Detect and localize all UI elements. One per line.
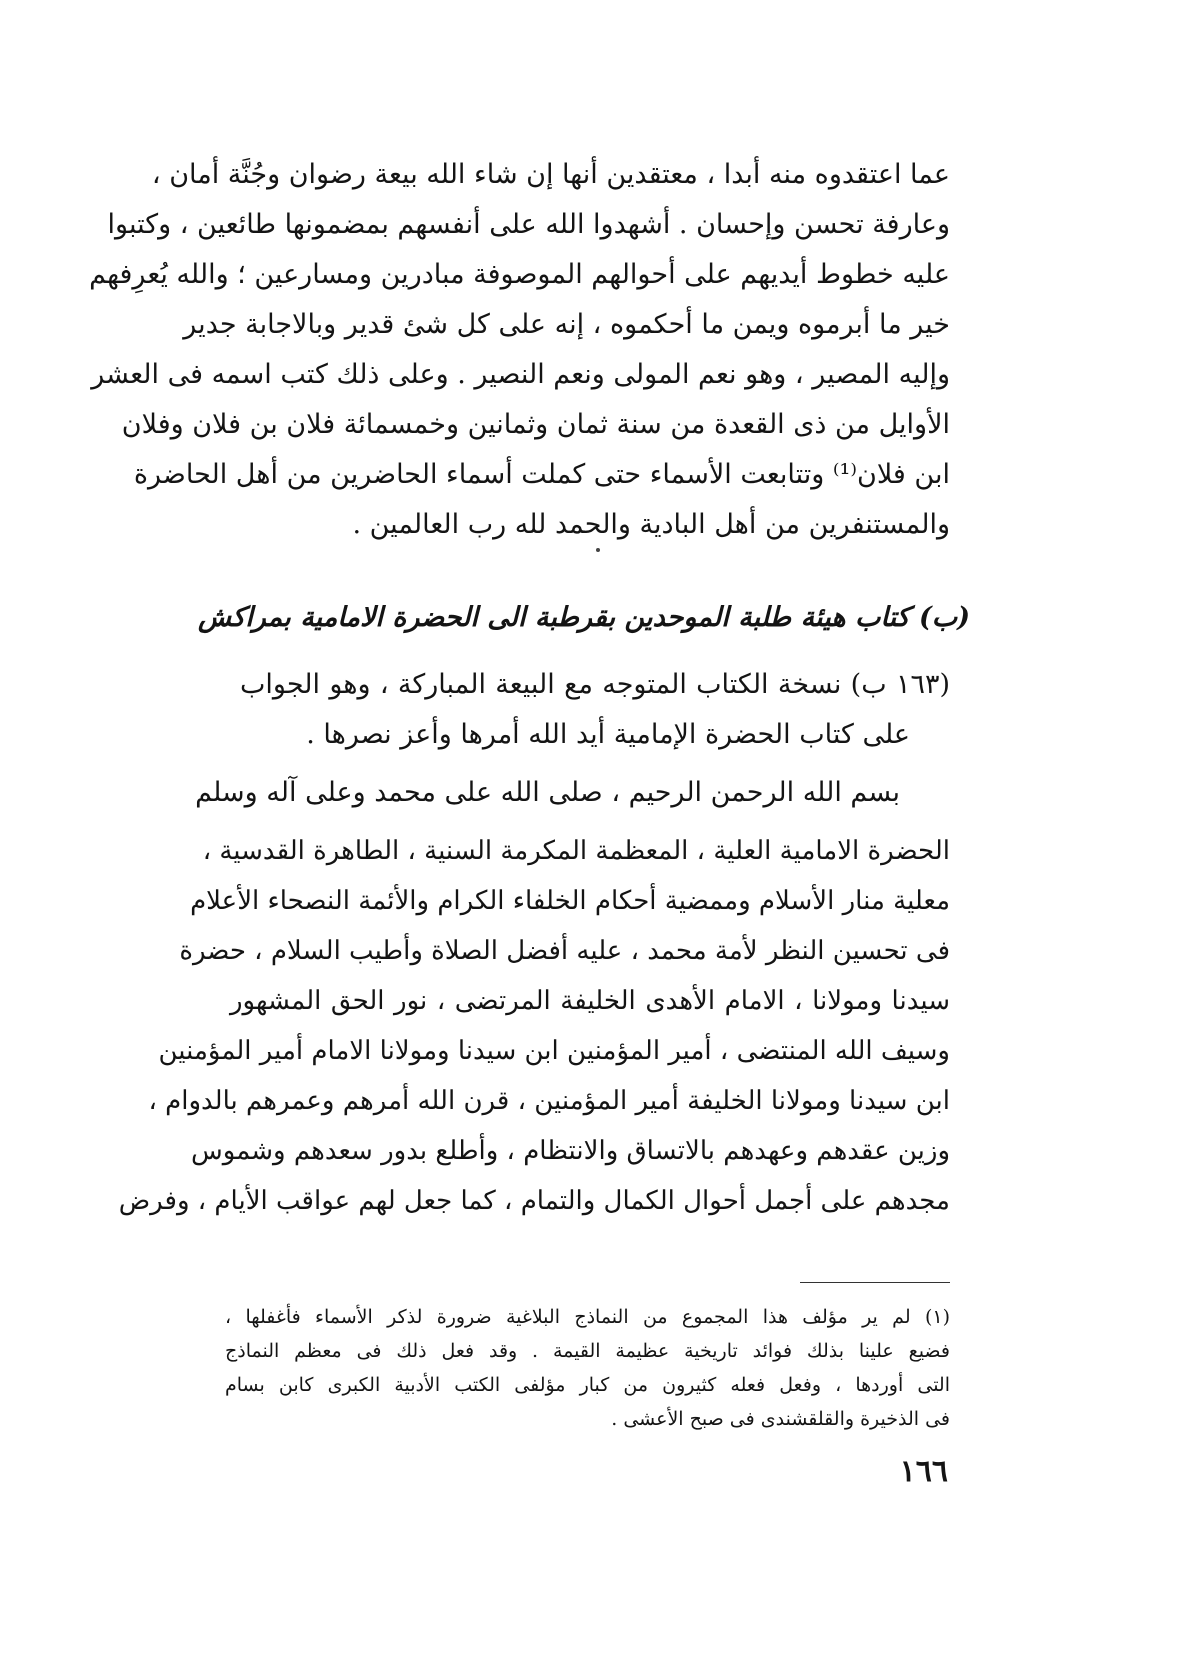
page-number: ١٦٦: [899, 1454, 948, 1489]
intro-line: على كتاب الحضرة الإمامية أيد الله أمرها وأعز نصرها .: [306, 719, 910, 750]
body-paragraph-line: الحضرة الامامية العلية ، المعظمة المكرمة السنية ، الطاهرة القدسية ،: [202, 836, 950, 866]
body-paragraph-line: مجدهم على أجمل أحوال الكمال والتمام ، كما جعل لهم عواقب الأيام ، وفرض: [118, 1186, 950, 1216]
body-paragraph-line: معلية منار الأسلام وممضية أحكام الخلفاء الكرام والأئمة النصحاء الأعلام: [190, 886, 950, 916]
body-paragraph-line: وزين عقدهم وعهدهم بالاتساق والانتظام ، وأطلع بدور سعدهم وشموس: [191, 1136, 950, 1166]
top-paragraph-line: والمستنفرين من أهل البادية والحمد لله رب العالمين .: [352, 509, 950, 540]
footnote-line: فضيع علينا بذلك فوائد تاريخية عظيمة القيمة . وقد فعل ذلك فى معظم النماذج: [225, 1340, 950, 1362]
top-paragraph-line: الأوايل من ذى القعدة من سنة ثمان وثمانين وخمسمائة فلان بن فلان وفلان: [121, 409, 950, 440]
section-heading: (ب) كتاب هيئة طلبة الموحدين بقرطبة الى الحضرة الامامية بمراكش: [198, 602, 970, 633]
footnote-line: فى الذخيرة والقلقشندى فى صبح الأعشى .: [611, 1408, 950, 1430]
body-paragraph-line: فى تحسين النظر لأمة محمد ، عليه أفضل الصلاة وأطيب السلام ، حضرة: [179, 936, 950, 966]
intro-line: (١٦٣ ب) نسخة الكتاب المتوجه مع البيعة المباركة ، وهو الجواب: [240, 669, 950, 700]
top-paragraph-line: عليه خطوط أيديهم على أحوالهم الموصوفة مبادرين ومسارعين ؛ والله يُعرِفهم: [89, 259, 950, 290]
body-paragraph-line: وسيف الله المنتضى ، أمير المؤمنين ابن سيدنا ومولانا الامام أمير المؤمنين: [158, 1036, 950, 1066]
top-paragraph-line: عما اعتقدوه منه أبدا ، معتقدين أنها إن شاء الله بيعة رضوان وجُنَّة أمان ،: [151, 159, 950, 190]
top-paragraph-line: وإليه المصير ، وهو نعم المولى ونعم النصير . وعلى ذلك كتب اسمه فى العشر: [91, 359, 950, 390]
basmala-line: بسم الله الرحمن الرحيم ، صلى الله على محمد وعلى آله وسلم: [195, 777, 900, 808]
ink-speck: [596, 548, 600, 552]
footnote-line: التى أوردها ، وفعل فعله كثيرون من كبار مؤلفى الكتب الأدبية الكبرى كابن بسام: [225, 1374, 950, 1396]
footnote-separator: [800, 1282, 950, 1283]
top-paragraph-line: وعارفة تحسن وإحسان . أشهدوا الله على أنفسهم بمضمونها طائعين ، وكتبوا: [107, 209, 950, 240]
top-paragraph-line: ابن فلان⁽¹⁾ وتتابعت الأسماء حتى كملت أسماء الحاضرين من أهل الحاضرة: [133, 459, 950, 490]
body-paragraph-line: سيدنا ومولانا ، الامام الأهدى الخليفة المرتضى ، نور الحق المشهور: [230, 986, 950, 1016]
top-paragraph-line: خير ما أبرموه ويمن ما أحكموه ، إنه على كل شئ قدير وبالاجابة جدير: [183, 309, 950, 340]
body-paragraph-line: ابن سيدنا ومولانا الخليفة أمير المؤمنين ، قرن الله أمرهم وعمرهم بالدوام ،: [148, 1086, 950, 1116]
footnote-line: (١) لم ير مؤلف هذا المجموع من النماذج البلاغية ضرورة لذكر الأسماء فأغفلها ،: [225, 1306, 950, 1328]
